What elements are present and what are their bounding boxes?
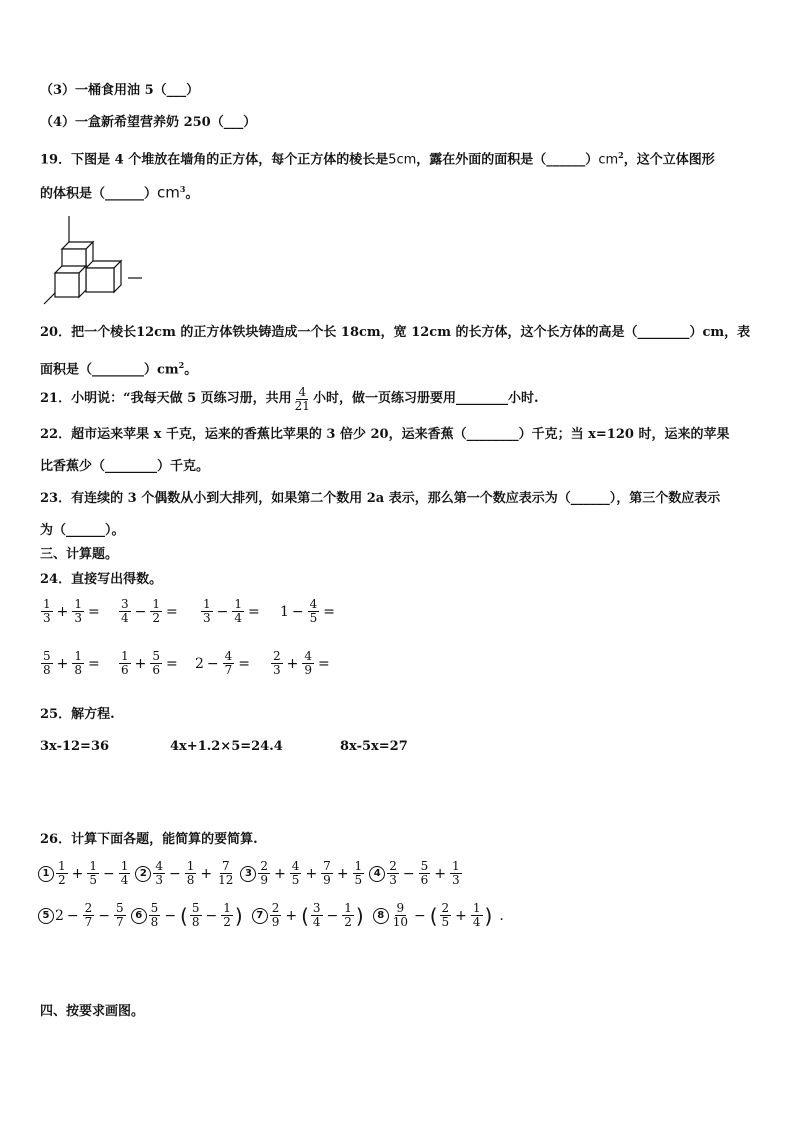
fraction <box>271 650 283 677</box>
operator: + <box>286 655 299 672</box>
den: 3 <box>273 663 281 677</box>
circled-number: 6 <box>131 908 147 924</box>
section-3-heading: 三、计算题。 <box>40 547 119 562</box>
q20-period: 。 <box>184 362 198 378</box>
num: 1 <box>203 597 211 611</box>
q20-area-text: 面积是（________）cm <box>40 362 179 378</box>
num: 1 <box>121 649 129 663</box>
q26-row-1: 1 $\frac{1}{2}$ + $\frac{1}{5}$ − $\frac{1}{4}$ 2 $\frac{4}{3}$ − $\frac{1}{8}$ + $\frac{7}{12}$ 3 $\frac{2}{9}$ + $\frac{4}{5}$ + $\frac{7}{9}$ + $\frac{1}{5}$ 4 $\frac{2}{3}$ − $\frac{5}{6}$ + $\frac{1}{3}$ <box>38 860 463 887</box>
q24-r2-expr-4 <box>270 650 333 677</box>
operator: − <box>216 603 229 620</box>
fraction <box>232 598 244 625</box>
q19-period: 。 <box>185 186 199 202</box>
q19-line1 <box>40 146 715 169</box>
num: 1 <box>74 649 83 663</box>
num: 5 <box>43 649 51 663</box>
whole-number: 2 <box>195 655 204 672</box>
q21-line <box>40 386 538 412</box>
num: 1 <box>234 597 243 611</box>
q25-title: 25．解方程. <box>40 707 115 722</box>
q24-r1-expr-4 <box>280 598 338 625</box>
fraction <box>41 598 53 625</box>
q19-sup-2: 2 <box>618 150 624 160</box>
section-4-heading: 四、按要求画图。 <box>40 1004 145 1019</box>
q22-line1: 22．超市运来苹果 x 千克，运来的香蕉比苹果的 3 倍少 20，运来香蕉（________）千克；当 x=120 时，运来的苹果 <box>40 427 730 442</box>
q21-den: 21 <box>294 398 310 413</box>
equals: = <box>248 603 260 620</box>
den: 9 <box>304 663 313 677</box>
operator: − <box>134 603 147 620</box>
operator: + <box>134 655 147 672</box>
fraction <box>72 650 84 677</box>
whole-number: 1 <box>280 603 289 620</box>
equals: = <box>323 603 336 620</box>
num: 3 <box>121 597 129 611</box>
num: 4 <box>304 649 313 663</box>
q19-text-c: ，露在外面的面积是（______） <box>416 152 599 168</box>
circled-number: 4 <box>369 866 385 882</box>
num: 1 <box>43 597 51 611</box>
den: 8 <box>43 663 51 677</box>
q19-unit-volume: cm <box>157 183 180 202</box>
equals: = <box>166 603 178 620</box>
circled-number: 7 <box>252 908 268 924</box>
circled-number: 3 <box>240 866 256 882</box>
fraction <box>150 598 162 625</box>
circled-number: 1 <box>38 866 54 882</box>
den: 3 <box>74 611 83 625</box>
equals: = <box>88 603 100 620</box>
q26-row-2: 5 2 − $\frac{2}{7}$ − $\frac{5}{7}$ 6 $\frac{5}{8}$ − ( $\frac{5}{8}$ − $\frac{1}{2}$ ) 7 $\frac{2}{9}$ + ( $\frac{3}{4}$ − $\frac{1}{2}$ ) 8 $\frac{9}{10}$ − ( $\frac{2}{5}$ + $\frac{1}{4}$ ) . <box>38 902 504 929</box>
num: 4 <box>309 597 318 611</box>
operator: + <box>56 603 69 620</box>
q26-title: 26．计算下面各题，能简算的要简算. <box>40 832 258 847</box>
circled-number: 8 <box>373 908 389 924</box>
fraction <box>119 650 131 677</box>
cubes-figure <box>40 212 150 312</box>
q21-text-a: 21．小明说：“我每天做 5 页练习册，共用 <box>40 391 292 406</box>
fraction <box>72 598 84 625</box>
fraction <box>150 650 162 677</box>
fraction <box>201 598 213 625</box>
q23-line1: 23．有连续的 3 个偶数从小到大排列，如果第二个数用 2a 表示，那么第一个数应表示为（______），第三个数应表示 <box>40 491 721 506</box>
den: 4 <box>121 611 129 625</box>
operator: − <box>206 655 219 672</box>
q25-equation-1: 3x-12=36 <box>40 739 110 754</box>
q20-line2 <box>40 356 197 379</box>
q24-r1-expr-1 <box>40 598 103 625</box>
circled-number: 5 <box>38 908 54 924</box>
circled-number: 2 <box>135 866 151 882</box>
q18-item-4: （4）一盒新希望营养奶 250（___） <box>40 115 257 130</box>
den: 3 <box>203 611 211 625</box>
q19-line2 <box>40 180 198 203</box>
den: 4 <box>234 611 243 625</box>
den: 6 <box>121 663 129 677</box>
den: 6 <box>152 663 161 677</box>
q19-unit-area: cm <box>598 152 619 168</box>
q24-r1-expr-2 <box>118 598 181 625</box>
den: 5 <box>309 611 318 625</box>
q24-r1-expr-3 <box>200 598 263 625</box>
q22-line2: 比香蕉少（________）千克。 <box>40 459 210 474</box>
q19-volume-text: 的体积是（______） <box>40 186 158 202</box>
equals: = <box>166 655 178 672</box>
operator: − <box>291 603 304 620</box>
num: 5 <box>152 649 161 663</box>
q20-sup-2: 2 <box>178 360 185 370</box>
q24-r2-expr-2 <box>118 650 181 677</box>
q24-title: 24．直接写出得数。 <box>40 572 163 587</box>
equals: = <box>238 655 251 672</box>
fraction <box>308 598 320 625</box>
num: 4 <box>224 649 233 663</box>
q19-text-d: ，这个立体图形 <box>623 152 715 168</box>
q25-equation-3: 8x-5x=27 <box>340 739 408 754</box>
q24-r2-expr-1 <box>40 650 103 677</box>
num: 1 <box>74 597 83 611</box>
den: 8 <box>74 663 83 677</box>
fraction <box>119 598 131 625</box>
equals: = <box>318 655 330 672</box>
period: . <box>499 907 504 924</box>
q21-num: 4 <box>298 384 307 399</box>
q23-line2: 为（______）。 <box>40 523 125 538</box>
fraction <box>223 650 235 677</box>
den: 7 <box>224 663 233 677</box>
q21-text-b: 小时，做一页练习册要用________小时. <box>312 391 539 406</box>
q18-item-3: （3）一桶食用油 5（___） <box>40 83 200 98</box>
den: 2 <box>152 611 161 625</box>
equals: = <box>88 655 100 672</box>
q21-fraction <box>293 386 312 413</box>
q19-sup-3: 3 <box>179 184 186 194</box>
num: 1 <box>152 597 161 611</box>
q25-equation-2: 4x+1.2×5=24.4 <box>170 739 283 754</box>
q19-edge-length: 5cm <box>388 152 417 168</box>
q24-r2-expr-3 <box>195 650 253 677</box>
q19-text-a: 19．下图是 4 个堆放在墙角的正方体，每个正方体的棱长是 <box>40 152 389 168</box>
operator: + <box>56 655 69 672</box>
den: 3 <box>43 611 51 625</box>
q20-line1: 20．把一个棱长12cm 的正方体铁块铸造成一个长 18cm，宽 12cm 的长方体，这个长方体的高是（________）cm，表 <box>40 325 751 340</box>
fraction <box>302 650 314 677</box>
num: 2 <box>273 649 281 663</box>
fraction <box>41 650 53 677</box>
